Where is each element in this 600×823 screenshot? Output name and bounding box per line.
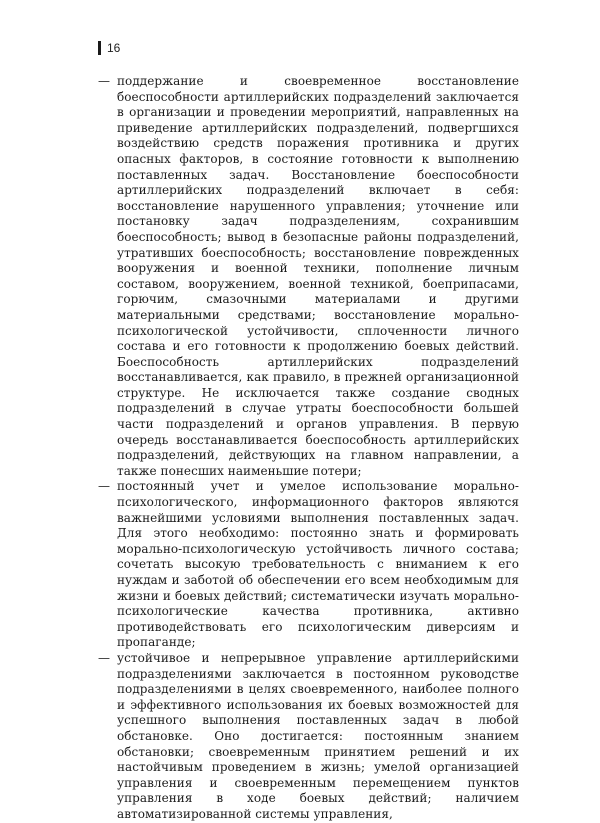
- list-dash: —: [98, 479, 110, 494]
- list-item: [98, 479, 519, 651]
- list-item-text: устойчивое и непрерывное управление артиллерийскими подразделениями заключается в постоянном руководстве подразделениями в целях своевременного, наиболее полного и эффективного использования их боевых возможностей для успешного выполнения поставленных задач в любой обстановке. Оно достигается: постоянным знанием обстановки; своевременным принятием решений и их настойчивым проведением в жизнь; умелой организацией управления и своевременным перемещением пунктов управления в ходе боевых действий; наличием автоматизированной системы управления,: [117, 650, 519, 821]
- list-dash: —: [98, 74, 110, 88]
- page-number: 16: [107, 41, 121, 55]
- list-dash: —: [98, 650, 110, 665]
- page-header: [98, 41, 120, 55]
- body-text: [98, 74, 519, 823]
- list-item: [98, 74, 519, 479]
- list-item: [98, 650, 519, 823]
- list-item-text: поддержание и своевременное восстановление боеспособности артиллерийских подразделений заключается в организации и проведении мероприятий, направленных на приведение артиллерийских подразделений, подвергшихся воздействию средств поражения противника и других опасных факторов, в состояние готовности к выполнению поставленных задач. Восстановление боеспособности артиллерийских подразделений включает в себя: восстановление нарушенного управления; уточнение или постановку задач подразделениям, сохранившим боеспособность; вывод в безопасные районы подразделений, утративших боеспособность; восстановление поврежденных вооружения и военной техники, пополнение личным составом, вооружением, военной техникой, боеприпасами, горючим, смазочными материалами и другими материальными средствами; восстановление морально-психологической устойчивости, сплоченности личного состава и его готовности к продолжению боевых действий. Боеспособность артиллерийских подразделений восстанавливается, как правило, в прежней организационной структуре. Не исключается также создание сводных подразделений в случае утраты боеспособности большей части подразделений и органов управления. В первую очередь восстанавливается боеспособность артиллерийских подразделений, действующих на главном направлении, а также понесших наименьшие потери;: [117, 74, 519, 478]
- header-marker-bar: [98, 41, 101, 55]
- list-item-text: постоянный учет и умелое использование морально-психологического, информационного факторов являются важнейшими условиями выполнения поставленных задач. Для этого необходимо: постоянно знать и формировать морально-психологическую устойчивость личного состава; сочетать высокую требовательность с вниманием к его нуждам и заботой об обеспечении его всем необходимым для жизни и боевых действий; систематически изучать морально-психологические качества противника, активно противодействовать его психологическим диверсиям и пропаганде;: [117, 479, 519, 650]
